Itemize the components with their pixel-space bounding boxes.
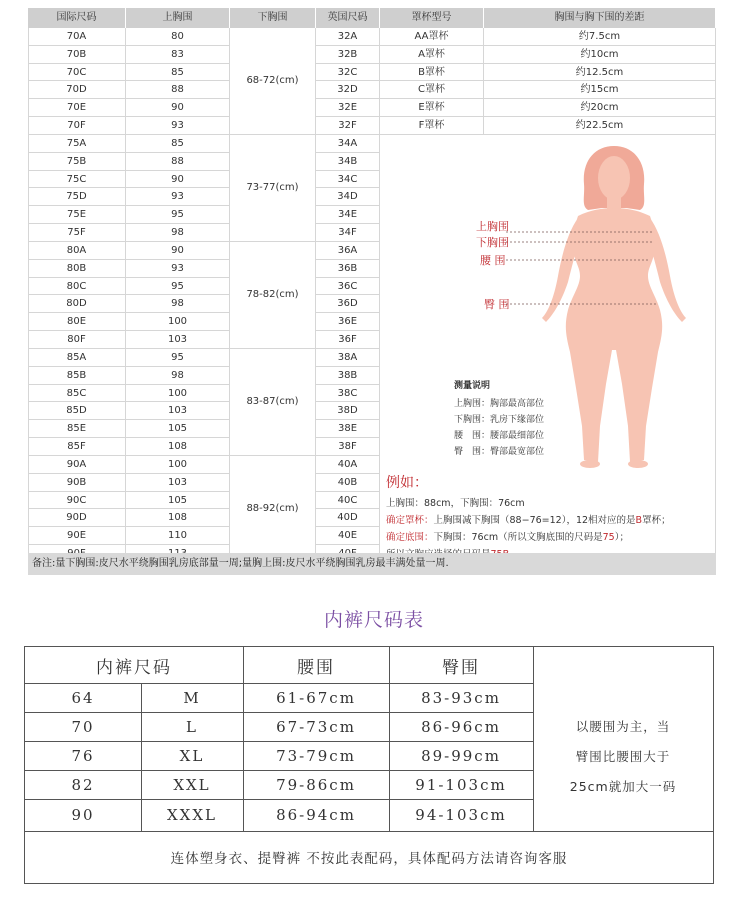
cup-table-cell: B罩杯 (380, 64, 484, 82)
label-under-bust: 下胸围 (476, 236, 509, 249)
bra-table-cell: 85B (28, 367, 126, 385)
label-determine-band: 确定底围： (386, 532, 434, 543)
bra-table-cell: 40A (316, 456, 380, 474)
bra-table-cell: 40B (316, 474, 380, 492)
bra-table-cell: 36E (316, 313, 380, 331)
underwear-table-cell: L (186, 717, 198, 736)
bra-table-cell: 88 (126, 81, 230, 99)
example-title: 例如： (386, 475, 428, 491)
text: 罩杯； (642, 515, 671, 526)
cup-table-cell: C罩杯 (380, 81, 484, 99)
bra-table-cell: 85F (28, 438, 126, 456)
bra-table-cell: 38A (316, 349, 380, 367)
bra-header-cell: 国际尺码 (28, 8, 126, 28)
underwear-size-title: 内裤尺码表 (323, 609, 424, 631)
bra-table-cell: 90 (126, 171, 230, 189)
measure-line: 上胸围：胸部最高部位 (454, 399, 545, 409)
underbust-range-cell: 83-87(cm) (230, 349, 316, 456)
bra-table-cell: 36F (316, 331, 380, 349)
bra-table-cell: 70A (28, 28, 126, 46)
bra-table-cell: 34C (316, 171, 380, 189)
measure-line: 腰 围：腰部最细部位 (454, 431, 545, 441)
bra-table-cell: 75C (28, 171, 126, 189)
underwear-table-cell: 86-96cm (421, 717, 501, 736)
bra-header-cell: 胸围与胸下围的差距 (484, 8, 716, 28)
cup-table-cell: E罩杯 (380, 99, 484, 117)
bra-table-cell: 93 (126, 117, 230, 135)
cup-table-cell: 约7.5cm (484, 28, 716, 46)
bra-table-cell: 95 (126, 206, 230, 224)
bra-table-cell: 88 (126, 153, 230, 171)
bra-table-cell: 70E (28, 99, 126, 117)
underwear-table-cell: 67-73cm (276, 717, 356, 736)
note-line: 以腰围为主，当 (575, 719, 671, 734)
bra-size-table (28, 8, 716, 575)
underbust-range-cell: 78-82(cm) (230, 242, 316, 349)
bra-table-cell: 80 (126, 28, 230, 46)
underwear-size-table (24, 646, 714, 884)
bra-table-cell: 90E (28, 527, 126, 545)
bra-table-cell: 34B (316, 153, 380, 171)
bra-table-cell: 38C (316, 385, 380, 403)
cup-table-cell: 约20cm (484, 99, 716, 117)
bra-table-cell: 32B (316, 46, 380, 64)
bra-table-cell: 80D (28, 295, 126, 313)
text: 上胸围减下胸围（88−76=12），12相对应的是 (433, 515, 636, 526)
bra-table-cell: 85 (126, 135, 230, 153)
bra-table-cell: 103 (126, 402, 230, 420)
bra-table-cell: 110 (126, 527, 230, 545)
header-size: 内裤尺码 (96, 657, 172, 678)
measurement-instructions (454, 378, 614, 460)
bra-table-cell: 85 (126, 64, 230, 82)
bra-table-cell: 95 (126, 349, 230, 367)
underwear-table-cell: XXL (173, 775, 211, 794)
bra-table-cell: 36A (316, 242, 380, 260)
bra-table-cell: 90C (28, 492, 126, 510)
bra-table-cell: 83 (126, 46, 230, 64)
bra-table-cell: 90D (28, 509, 126, 527)
bra-table-cell: 70B (28, 46, 126, 64)
underwear-table-cell: 83-93cm (421, 688, 501, 707)
bra-table-cell: 103 (126, 331, 230, 349)
bra-table-cell: 75B (28, 153, 126, 171)
bra-table-cell: 32E (316, 99, 380, 117)
underbust-range-cell: 68-72(cm) (230, 28, 316, 135)
bra-table-cell: 38B (316, 367, 380, 385)
bra-table-cell: 70D (28, 81, 126, 99)
bra-table-cell: 105 (126, 492, 230, 510)
underwear-table-cell: 70 (71, 717, 95, 736)
underwear-table-cell: 90 (71, 806, 95, 824)
bra-table-cell: 36C (316, 278, 380, 296)
bra-table-cell: 100 (126, 456, 230, 474)
bra-table-cell: 70C (28, 64, 126, 82)
bra-table-note: 备注:量下胸围:皮尺水平绕胸围乳房底部量一周;量胸上围:皮尺水平绕胸围乳房最丰满处量一周. (28, 553, 716, 575)
underbust-range-cell: 73-77(cm) (230, 135, 316, 242)
underwear-table-cell: XL (179, 746, 205, 765)
underwear-table-cell: 64 (71, 688, 95, 707)
bra-table-cell: 40E (316, 527, 380, 545)
measure-title: 测量说明 (454, 381, 491, 391)
bra-table-cell: 38E (316, 420, 380, 438)
bra-table-cell: 85D (28, 402, 126, 420)
bra-table-cell: 90B (28, 474, 126, 492)
underwear-table-cell: XXXL (167, 806, 217, 824)
bra-header-cell: 上胸围 (126, 8, 230, 28)
bra-table-cell: 90A (28, 456, 126, 474)
underwear-table-cell: 61-67cm (276, 688, 356, 707)
bra-table-cell: 80A (28, 242, 126, 260)
underwear-table-cell: 76 (71, 746, 95, 765)
underwear-table-cell: 79-86cm (276, 775, 356, 794)
text: 下胸围：76cm（所以文胸底围的尺码是 (433, 532, 603, 543)
bra-table-cell: 34A (316, 135, 380, 153)
bra-table-cell: 85C (28, 385, 126, 403)
text: ）； (614, 532, 629, 543)
measurement-figure-area (382, 136, 716, 554)
example-line-1: 上胸围：88cm，下胸围：76cm (386, 498, 525, 509)
label-waist: 腰 围 (480, 254, 506, 267)
bra-table-cell: 75E (28, 206, 126, 224)
bra-table-cell: 38D (316, 402, 380, 420)
bra-header-cell: 罩杯型号 (380, 8, 484, 28)
bra-table-cell: 85E (28, 420, 126, 438)
header-hip: 臀围 (442, 657, 480, 678)
bra-table-cell: 108 (126, 509, 230, 527)
bra-table-cell: 90 (126, 242, 230, 260)
underwear-table-cell: 73-79cm (276, 746, 356, 765)
bra-table-cell: 34E (316, 206, 380, 224)
bra-header-cell: 下胸围 (230, 8, 316, 28)
bra-table-cell: 80E (28, 313, 126, 331)
bra-table-cell: 32F (316, 117, 380, 135)
cup-table-cell: 约15cm (484, 81, 716, 99)
bra-table-cell: 98 (126, 367, 230, 385)
bra-table-cell: 36D (316, 295, 380, 313)
highlight: 75 (602, 532, 615, 543)
bra-table-cell: 34D (316, 188, 380, 206)
bra-table-cell: 38F (316, 438, 380, 456)
bra-table-cell: 90 (126, 99, 230, 117)
bra-table-cell: 70F (28, 117, 126, 135)
bra-table-cell: 93 (126, 188, 230, 206)
cup-table-cell: F罩杯 (380, 117, 484, 135)
bra-table-cell: 98 (126, 295, 230, 313)
bra-table-cell: 85A (28, 349, 126, 367)
bra-header-cell: 英国尺码 (316, 8, 380, 28)
bra-table-cell: 100 (126, 385, 230, 403)
bra-table-cell: 103 (126, 474, 230, 492)
measure-line: 下胸围：乳房下缘部位 (454, 415, 545, 425)
bra-table-cell: 34F (316, 224, 380, 242)
underwear-table-cell: M (183, 688, 201, 707)
bra-table-cell: 80F (28, 331, 126, 349)
bra-table-cell: 36B (316, 260, 380, 278)
underwear-table-cell: 82 (71, 775, 95, 794)
example-line-2 (386, 512, 716, 529)
bra-table-cell: 98 (126, 224, 230, 242)
label-upper-bust: 上胸围 (476, 220, 509, 233)
cup-table-cell: A罩杯 (380, 46, 484, 64)
cup-table-cell: 约10cm (484, 46, 716, 64)
bra-table-cell: 95 (126, 278, 230, 296)
note-line: 25cm就加大一码 (569, 779, 677, 794)
underwear-table-cell: 89-99cm (421, 746, 501, 765)
bra-table-cell: 40D (316, 509, 380, 527)
bra-table-cell: 100 (126, 313, 230, 331)
bra-table-cell: 75F (28, 224, 126, 242)
bra-table-cell: 108 (126, 438, 230, 456)
underwear-table-cell: 86-94cm (276, 806, 356, 824)
underwear-table-cell: 91-103cm (415, 775, 507, 794)
bra-table-cell: 93 (126, 260, 230, 278)
example-block (386, 472, 716, 563)
bra-table-cell: 80C (28, 278, 126, 296)
bra-table-cell: 32C (316, 64, 380, 82)
bra-table-cell: 32A (316, 28, 380, 46)
example-line-3 (386, 529, 716, 546)
header-waist: 腰围 (297, 657, 335, 678)
bra-table-cell: 105 (126, 420, 230, 438)
bra-table-cell: 32D (316, 81, 380, 99)
measure-line: 臀 围：臀部最宽部位 (454, 447, 545, 457)
bra-table-cell: 75D (28, 188, 126, 206)
underwear-table-cell: 94-103cm (415, 806, 507, 824)
highlight: B (635, 515, 643, 526)
label-determine-cup: 确定罩杯： (386, 515, 434, 526)
label-hip: 臀 围 (484, 298, 510, 311)
underbust-range-cell: 88-92(cm) (230, 456, 316, 563)
cup-table-cell: 约12.5cm (484, 64, 716, 82)
bra-table-cell: 75A (28, 135, 126, 153)
cup-table-cell: AA罩杯 (380, 28, 484, 46)
sizing-note (533, 683, 713, 831)
bra-table-cell: 40C (316, 492, 380, 510)
cup-table-cell: 约22.5cm (484, 117, 716, 135)
note-line: 臂围比腰围大于 (575, 749, 671, 764)
bra-table-cell: 80B (28, 260, 126, 278)
table-footer: 连体塑身衣、提臀裤 不按此表配码，具体配码方法请咨询客服 (170, 851, 568, 867)
